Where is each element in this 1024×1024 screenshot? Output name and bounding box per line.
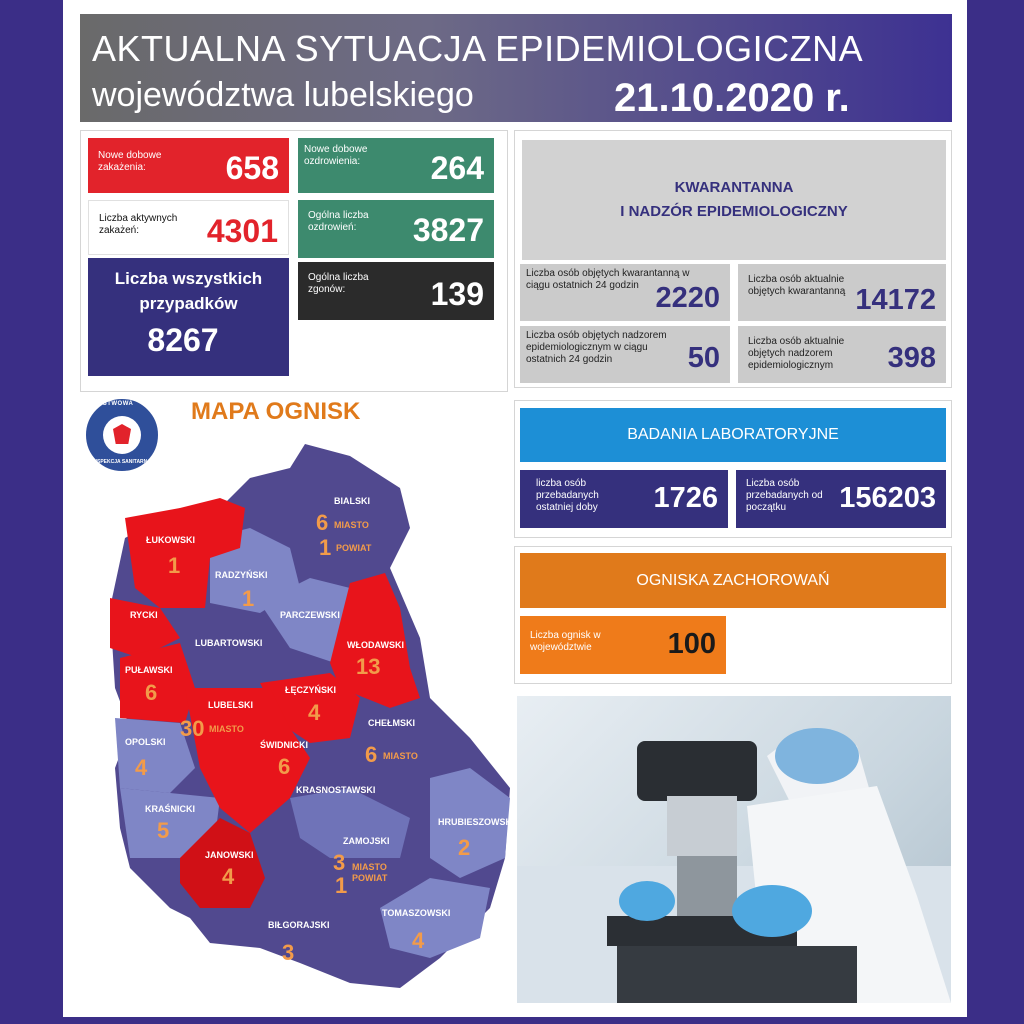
map-label-wlodawski: WŁODAWSKI: [347, 640, 404, 650]
laboratory-photo: [517, 696, 951, 1003]
lab-heading: BADANIA LABORATORYJNE: [520, 408, 946, 462]
quarantine-current-value: 14172: [855, 284, 936, 316]
total-recoveries-label: Ogólna liczba ozdrowień:: [308, 210, 369, 233]
map-suffix-bialski-miasto: MIASTO: [334, 520, 369, 530]
all-cases-label: Liczba wszystkich przypadków: [114, 269, 263, 313]
quarantine-current-label: Liczba osób aktualnie objętych kwarantanną: [748, 274, 846, 297]
supervision-24h-value: 50: [687, 342, 720, 374]
quarantine-heading-line1: KWARANTANNA: [674, 179, 794, 196]
all-cases-value: 8267: [147, 322, 219, 358]
map-value-bialski-miasto: 6: [316, 510, 329, 535]
total-recoveries-value: 3827: [412, 212, 484, 248]
new-infections-tile: [88, 138, 289, 193]
map-value-lukowski: 1: [168, 553, 181, 578]
map-value-swidnicki: 6: [278, 754, 291, 779]
map-value-lublin-miasto: 30: [180, 716, 205, 741]
lab-last-day-label: liczba osób przebadanych ostatniej doby: [536, 478, 599, 513]
lab-since-start-label: Liczba osób przebadanych od początku: [746, 478, 823, 513]
map-label-lukowski: ŁUKOWSKI: [146, 535, 195, 545]
map-suffix-bialski-powiat: POWIAT: [336, 543, 372, 553]
outbreaks-heading: OGNISKA ZACHOROWAŃ: [520, 553, 946, 608]
new-infections-label: Nowe dobowe zakażenia:: [98, 150, 162, 173]
new-recoveries-value: 264: [430, 150, 484, 186]
report-date: 21.10.2020 r.: [614, 76, 850, 120]
new-recoveries-label: Nowe dobowe ozdrowienia:: [304, 144, 368, 167]
quarantine-heading: [522, 140, 946, 260]
map-value-leczynski: 4: [308, 700, 321, 725]
map-label-zamojski: ZAMOJSKI: [343, 836, 390, 846]
all-cases-tile: [88, 258, 289, 376]
quarantine-current-tile: [738, 264, 946, 321]
map-value-zamojski-powiat: 1: [335, 873, 348, 898]
active-infections-tile: [88, 200, 289, 255]
outbreaks-count-label: Liczba ognisk w województwie: [530, 630, 601, 653]
map-suffix-chelmski-miasto: MIASTO: [383, 751, 418, 761]
map-label-radzynski: RADZYŃSKI: [215, 570, 268, 580]
map-value-opolski: 4: [135, 755, 148, 780]
map-title: MAPA OGNISK: [191, 398, 361, 425]
map-label-hrubieszowski: HRUBIESZOWSKI: [438, 817, 515, 827]
quarantine-24h-value: 2220: [655, 282, 720, 314]
map-value-hrubieszowski: 2: [458, 835, 471, 860]
map-label-lubartowski: LUBARTOWSKI: [195, 638, 263, 648]
page-subtitle: województwa lubelskiego: [92, 76, 474, 114]
total-deaths-value: 139: [430, 276, 484, 312]
logo-text-top: PAŃSTWOWA: [89, 401, 134, 407]
map-value-wlodawski: 13: [356, 654, 381, 679]
map-label-janowski: JANOWSKI: [205, 850, 254, 860]
map-label-pulawski: PUŁAWSKI: [125, 665, 173, 675]
header-banner: [80, 14, 952, 122]
map-value-tomaszowski: 4: [412, 928, 425, 953]
lab-last-day-value: 1726: [653, 482, 718, 514]
quarantine-24h-label: Liczba osób objętych kwarantanną w ciągu ostatnich 24 godzin: [526, 268, 690, 291]
supervision-24h-tile: [520, 326, 730, 383]
map-label-lubelski: LUBELSKI: [208, 700, 253, 710]
outbreaks-count-tile: [520, 616, 726, 674]
map-value-janowski: 4: [222, 864, 235, 889]
map-value-zamojski-miasto: 3: [333, 850, 346, 875]
map-value-krasnicki: 5: [157, 818, 170, 843]
total-deaths-label: Ogólna liczba zgonów:: [308, 272, 369, 295]
map-label-krasnostawski: KRASNOSTAWSKI: [296, 785, 376, 795]
quarantine-heading-line2: I NADZÓR EPIDEMIOLOGICZNY: [620, 203, 848, 220]
map-value-chelmski-miasto: 6: [365, 742, 378, 767]
total-recoveries-tile: [298, 200, 494, 258]
supervision-current-tile: [738, 326, 946, 383]
microscope-illustration: [517, 696, 951, 1003]
map-label-chelmski: CHEŁMSKI: [368, 718, 415, 728]
page-title: AKTUALNA SYTUACJA EPIDEMIOLOGICZNA: [92, 28, 864, 69]
map-suffix-lublin-miasto: MIASTO: [209, 724, 244, 734]
supervision-current-value: 398: [887, 342, 936, 374]
active-infections-value: 4301: [206, 213, 278, 249]
map-label-tomaszowski: TOMASZOWSKI: [382, 908, 451, 918]
total-deaths-tile: [298, 262, 494, 320]
map-value-pulawski: 6: [145, 680, 158, 705]
supervision-24h-label: Liczba osób objętych nadzorem epidemiologicznym w ciągu ostatnich 24 godzin: [526, 330, 667, 365]
lab-last-day-tile: [520, 470, 728, 528]
map-label-bilgorajski: BIŁGORAJSKI: [268, 920, 330, 930]
map-label-rycki: RYCKI: [130, 610, 158, 620]
map-suffix-zamojski-miasto: MIASTO: [352, 862, 387, 872]
map-suffix-zamojski-powiat: POWIAT: [352, 873, 388, 883]
map-label-bialski: BIALSKI: [334, 496, 370, 506]
map-value-bialski-powiat: 1: [319, 535, 332, 560]
new-infections-value: 658: [225, 150, 279, 186]
map-value-bilgorajski: 3: [282, 940, 295, 965]
new-recoveries-tile: [298, 138, 494, 193]
map-value-radzynski: 1: [242, 586, 255, 611]
map-label-leczynski: ŁĘCZYŃSKI: [285, 685, 337, 695]
map-label-krasnicki: KRAŚNICKI: [145, 804, 196, 814]
outbreaks-count-value: 100: [667, 628, 716, 660]
supervision-current-label: Liczba osób aktualnie objętych nadzorem epidemiologicznym: [748, 336, 845, 371]
logo-text-bottom: INSPEKCJA SANITARNA: [92, 459, 151, 465]
voivodeship-map: [100, 438, 520, 998]
map-label-swidnicki: ŚWIDNICKI: [260, 740, 308, 750]
map-label-parczewski: PARCZEWSKI: [280, 610, 340, 620]
quarantine-24h-tile: [520, 264, 730, 321]
active-infections-label: Liczba aktywnych zakażeń:: [99, 213, 178, 236]
lab-since-start-value: 156203: [839, 482, 936, 514]
map-label-opolski: OPOLSKI: [125, 737, 166, 747]
lab-since-start-tile: [736, 470, 946, 528]
